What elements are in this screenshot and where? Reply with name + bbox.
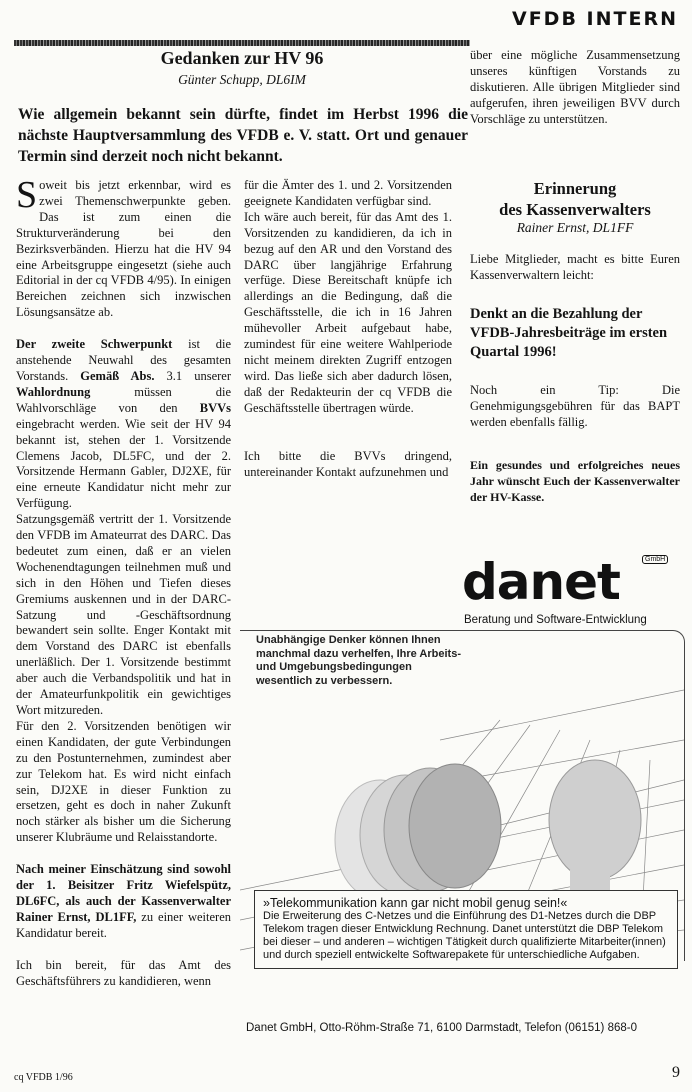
paragraph: Für den 2. Vorsitzenden benötigen wir einen Kandidaten, der gute Verbindungen zu den Postunternehmen, zumindest aber zur Telekom hat. Es wird nicht einfach sein, DJ2XE in dieser Funktion zu ersetzen, geht es doch in naher Zukunft noch stärker als bisher um die Sicherung unserer Klubräume und Relaisstandorte. (16, 718, 231, 845)
sidebar-wish: Ein gesundes und erfolgreiches neues Jahr wünscht Euch der Kassenverwalter der HV-Kasse. (470, 458, 680, 504)
paragraph: Ich bin bereit, für das Amt des Geschäftsführers zu kandidieren, wenn (16, 957, 231, 988)
section-title: VFDB INTERN (512, 8, 678, 30)
paragraph-text: müssen die Wahlvorschläge von den (16, 384, 231, 415)
sidebar-author: Rainer Ernst, DL1FF (516, 220, 634, 235)
paragraph: Satzungsgemäß vertritt der 1. Vorsitzende den VFDB im Amateurrat des DARC. Das bedeutet zum einen, daß er an vielen Wochenendtagungen teilnehmen muß und sich in den Höhen und Tiefen dieses Gremiums auskennen und in der DARC-Satzung und -Geschäftsordnung bewandert sein sollte. Enger Kontakt mit dem Vorstand des DARC ist ebenfalls unerläßlich. Der 1. Vorsitzende bestimmt aber auch die Verbandspolitik und hat in der Amateurfunkpolitik ein gewichtiges Wort mitzureden. (16, 512, 231, 717)
paragraph-text: 3.1 unserer (154, 368, 231, 383)
sidebar-tip: Noch ein Tip: Die Genehmigungsgebühren für das BAPT werden ebenfalls fällig. (470, 383, 680, 429)
paragraph (16, 862, 231, 942)
drop-cap: S (16, 174, 38, 216)
paragraph-text: eingebracht werden. Wie seit der HV 94 bekannt ist, stehen der 1. Vorsitzende Clemens Jacob, DL5FC, und der 2. Vorsitzende Hermann Gabler, DJ2XE, für eine erneute Kandidatur nicht mehr zur Verfügung. (16, 416, 231, 511)
bold-text: BVVs (199, 400, 231, 415)
ad-tagline: Beratung und Software-Entwicklung (464, 614, 647, 626)
article-column-2 (244, 178, 452, 480)
bold-text: Wahlordnung (16, 384, 91, 399)
page-number: 9 (672, 1064, 680, 1081)
paragraph-text: ist die anstehende Neuwahl des gesamten Vorstands. (16, 337, 231, 383)
ad-box-headline: »Telekommunikation kann gar nicht mobil genug sein!« (263, 896, 568, 910)
issue-label: cq VFDB 1/96 (14, 1072, 73, 1083)
paragraph-text: oweit bis jetzt erkennbar, wird es zwei Themenschwerpunkte geben. Das ist zum einen die Strukturveränderung bei den Bezirksverbänden. Hierzu hat die HV 94 eine Arbeitsgruppe eingesetzt (siehe auch Editorial in der cq VFDB 4/95). In einigen Bereichen zeichnen sich inzwischen Lösungsansätze ab. (16, 178, 231, 320)
article-column-1 (16, 174, 231, 990)
paragraph-text: zu einer weiteren Kandidatur bereit. (16, 909, 231, 940)
danet-logo: danet (462, 553, 620, 611)
ad-box-text: Die Erweiterung des C-Netzes und die Einführung des D1-Netzes durch die DBP Telekom tragen dieser Entwicklung Rechnung. Danet unterstützt die DBP Telekom bei dieser – und anderen – wichtigen Tätigkeit durch qualifizierte Mitarbeiter(innen) und durch speziell entwickelte Softwarepakete für unterschiedliche Aufgaben. (263, 910, 666, 961)
sidebar-intro: Liebe Mitglieder, macht es bitte Euren Kassenverwaltern leicht: (470, 252, 680, 282)
paragraph: für die Ämter des 1. und 2. Vorsitzenden geeignete Kandidaten verfügbar sind. (244, 178, 452, 208)
sidebar-title-line: des Kassenverwalters (499, 200, 651, 219)
sidebar-highlight: Denkt an die Bezahlung der VFDB-Jahresbeiträge im ersten Quartal 1996! (470, 306, 668, 360)
article-column-3-continued: über eine mögliche Zusammensetzung unseres künftigen Vorstands zu diskutieren. Alle übrigen Mitglieder sind aufgerufen, ihren jeweiligen BVV durch Vorschläge zu unterstützen. (470, 48, 680, 126)
paragraph (16, 174, 231, 321)
danet-advertisement (240, 550, 686, 1050)
bold-text: Nach meiner Einschätzung sind sowohl der 1. Beisitzer Fritz Wiefelspütz, DL6FC, als auch der Kassenverwalter Rainer Ernst, DL1FF, (16, 862, 231, 924)
ad-quote: Unabhängige Denker können Ihnen manchmal dazu verhelfen, Ihre Arbeits- und Umgebungsbedingungen wesentlich zu verbessern. (256, 634, 461, 687)
header-rule (14, 40, 470, 46)
gmbh-badge: GmbH (642, 555, 668, 564)
article-lead: Wie allgemein bekannt sein dürfte, findet im Herbst 1996 die nächste Hauptversammlung des VFDB e. V. statt. Ort und genauer Termin sind derzeit noch nicht bekannt. (18, 106, 468, 165)
bold-text: Der zweite Schwerpunkt (16, 337, 173, 352)
article-title: Gedanken zur HV 96 (160, 48, 324, 68)
paragraph: Ich bitte die BVVs dringend, untereinander Kontakt aufzunehmen und (244, 448, 452, 479)
ad-text-box (254, 890, 678, 969)
bold-text: Gemäß Abs. (80, 368, 155, 383)
article-author: Günter Schupp, DL6IM (178, 72, 306, 87)
sidebar-title (470, 178, 680, 220)
paragraph (16, 337, 231, 512)
ad-address: Danet GmbH, Otto-Röhm-Straße 71, 6100 Darmstadt, Telefon (06151) 868-0 (246, 1022, 637, 1034)
paragraph: Ich wäre auch bereit, für das Amt des 1. Vorsitzenden zu kandidieren, da ich in bezug auf den AR und den Vorstand des DARC über langjährige Erfahrung verfüge. Diese Bereitschaft knüpfe ich allerdings an die Bedingung, daß die Geschäftsstelle, die ich in 16 Jahren mühevoller Arbeit aufgebaut habe, zumindest für eine weitere Wahlperiode nicht meinem direkten Zugriff entzogen wird. Das ließe sich aber dadurch lösen, daß der Redakteurin der cq VFDB die Geschäftsstelle übertragen würde. (244, 209, 452, 415)
sidebar-title-line: Erinnerung (533, 179, 617, 198)
